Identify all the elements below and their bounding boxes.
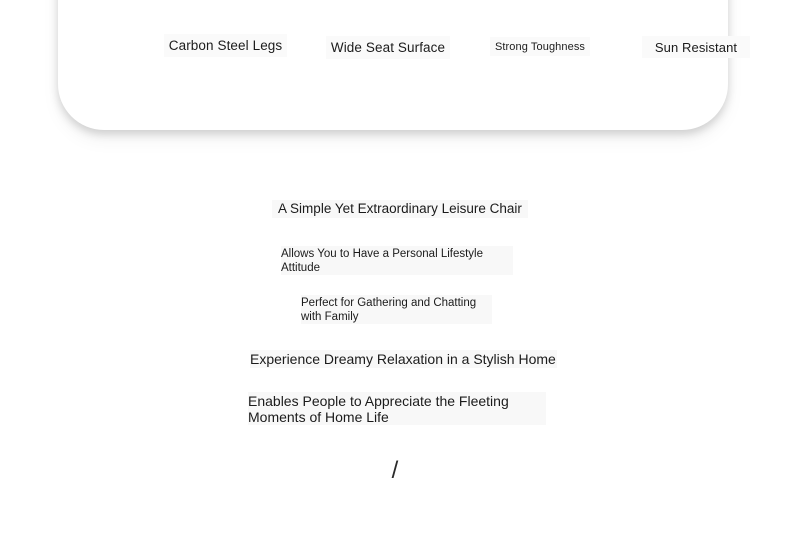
feature-card <box>58 0 738 130</box>
feature-label-carbon-steel-legs: Carbon Steel Legs <box>164 34 287 57</box>
description-sub-gathering-chatting: Perfect for Gathering and Chatting with Family <box>301 295 492 324</box>
slash-divider-mark: / <box>391 457 399 484</box>
feature-label-sun-resistant: Sun Resistant <box>642 36 750 58</box>
description-heading-dreamy-relaxation: Experience Dreamy Relaxation in a Stylish Home <box>250 351 556 367</box>
description-heading-simple-extraordinary: A Simple Yet Extraordinary Leisure Chair <box>272 200 528 218</box>
feature-label-strong-toughness: Strong Toughness <box>490 37 590 56</box>
description-heading-fleeting-moments: Enables People to Appreciate the Fleeting Moments of Home Life <box>248 392 546 425</box>
feature-label-wide-seat-surface: Wide Seat Surface <box>326 36 450 59</box>
description-sub-personal-lifestyle: Allows You to Have a Personal Lifestyle Attitude <box>281 246 513 275</box>
